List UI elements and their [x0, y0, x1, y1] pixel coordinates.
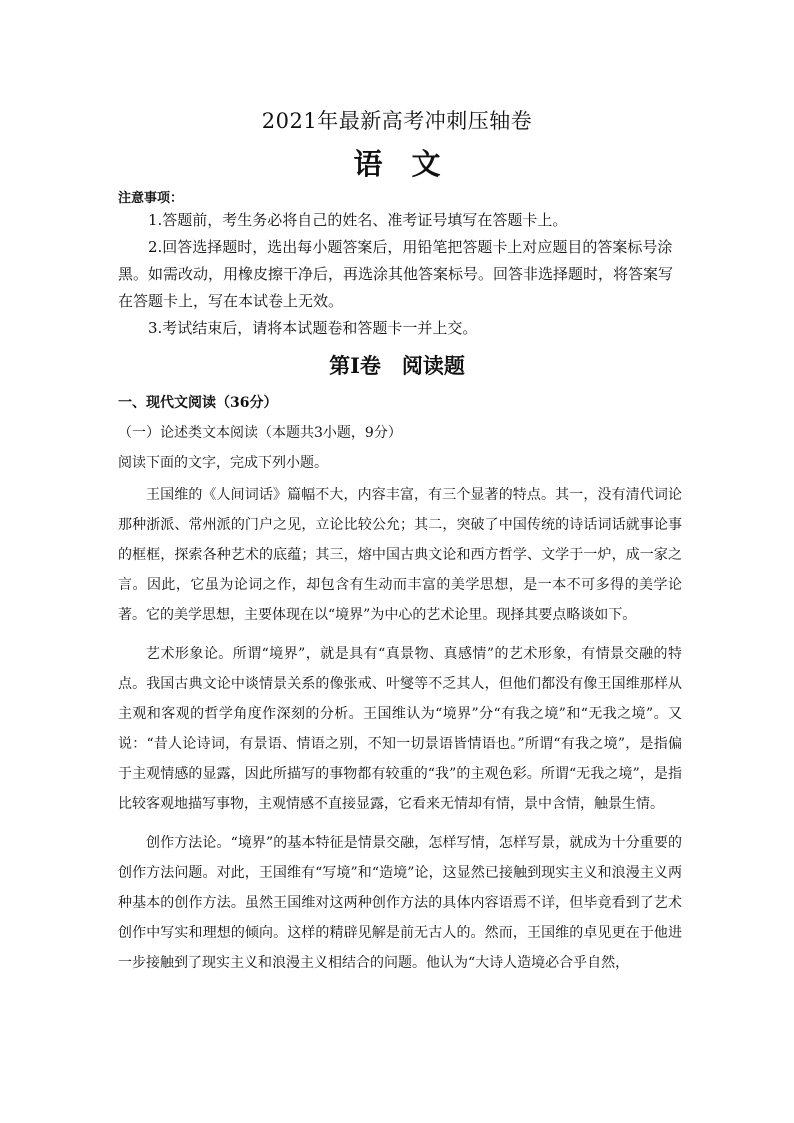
passage-paragraph-1: 王国维的《人间词话》篇幅不大，内容丰富，有三个显著的特点。其一，没有清代词论那种浙派、常州派的门户之见，立论比较公允；其二，突破了中国传统的诗话词话就事论事的框框，探索各种艺术的底蕴；其三，熔中国古典文论和西方哲学、文学于一炉，成一家之言。因此，它虽为论词之作，却包含有生动而丰富的美学思想，是一本不可多得的美学论著。它的美学思想，主要体现在以“境界”为中心的艺术论里。现择其要点略谈如下。	[118, 487, 682, 623]
notice-item-2: 2.回答选择题时，选出每小题答案后，用铅笔把答题卡上对应题目的答案标号涂黑。如需改动，用橡皮擦干净后，再选涂其他答案标号。回答非选择题时，将答案写在答题卡上，写在本试卷上无效。	[118, 238, 674, 310]
section-subheading: （一）论述类文本阅读（本题共3小题，9分）	[118, 425, 402, 441]
notice-item-1: 1.答题前，考生务必将自己的姓名、准考证号填写在答题卡上。	[148, 211, 568, 229]
passage-paragraph-2: 艺术形象论。所谓“境界”，就是具有“真景物、真感情”的艺术形象，有情景交融的特点。我国古典文论中谈情景关系的像张戒、叶燮等不乏其人，但他们都没有像王国维那样从主观和客观的哲学角度作深刻的分析。王国维认为“境界”分“有我之境”和“无我之境”。又说：“昔人论诗词，有景语、情语之别，不知一切景语皆情语也。”所谓“有我之境”，是指偏于主观情感的显露，因此所描写的事物都有较重的“我”的主观色彩。所谓“无我之境”，是指比较客观地描写事物，主观情感不直接显露，它看来无情却有情，景中含情，触景生情。	[118, 646, 682, 812]
part-title: 第Ⅰ卷 阅读题	[329, 353, 465, 378]
notice-heading: 注意事项：	[118, 191, 184, 206]
exam-title: 2021年最新高考冲刺压轴卷	[261, 109, 533, 133]
section-heading: 一、现代文阅读（36分）	[118, 395, 278, 411]
section-instruction: 阅读下面的文字，完成下列小题。	[118, 455, 328, 471]
reading-passage	[118, 480, 682, 987]
passage-paragraph-3: 创作方法论。“境界”的基本特征是情景交融，怎样写情，怎样写景，就成为十分重要的创作方法问题。对此，王国维有“写境”和“造境”论，这显然已接触到现实主义和浪漫主义两种基本的创作方法。虽然王国维对这两种创作方法的具体内容语焉不详，但毕竟看到了艺术创作中写实和理想的倾向。这样的精辟见解是前无古人的。然而，王国维的卓见更在于他进一步接触到了现实主义和浪漫主义相结合的问题。他认为“大诗人造境必合乎自然，	[118, 835, 682, 971]
subject-title: 语 文	[353, 147, 441, 181]
notice-item-3: 3.考试结束后，请将本试题卷和答题卡一并上交。	[148, 319, 478, 337]
